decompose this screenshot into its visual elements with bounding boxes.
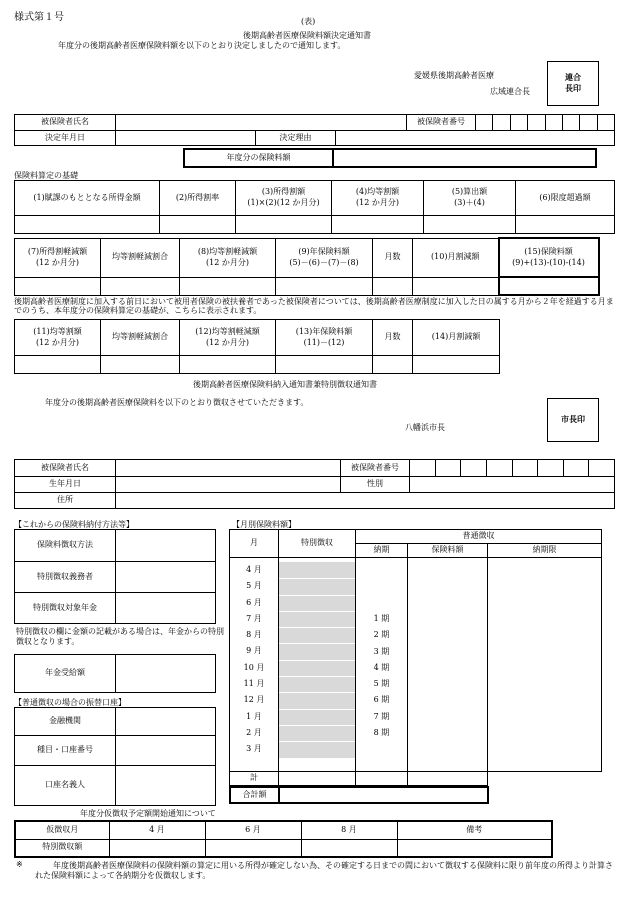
special-collector-label: 特別徴収義務者 [15, 562, 116, 593]
basis-monthly-reduction: (10)月割減額 [413, 238, 499, 277]
notice2-lead: 年度分の後期高齢者医療保険料を以下のとおり徴収させていただきます。 [45, 398, 309, 407]
bank-heading: 【普通徴収の場合の振替口座】 [14, 698, 126, 707]
birth-value [116, 477, 341, 493]
bank-table [14, 707, 216, 806]
insured2-number-label: 被保険者番号 [341, 460, 410, 477]
term-header: 納期 [356, 544, 408, 558]
basis-table-2 [14, 237, 600, 296]
address-label: 住所 [15, 493, 116, 509]
insured2-number-boxes [410, 460, 615, 477]
monthly-heading: 【月別保険料額】 [232, 520, 296, 529]
decision-date-value [116, 131, 256, 146]
payment-heading: 【これからの保険料納付方法等】 [14, 520, 134, 529]
term-item: 7 期 [373, 711, 390, 721]
account-label: 種目・口座番号 [15, 736, 116, 766]
provisional-table [14, 820, 553, 858]
provisional-aug: 8 月 [301, 821, 397, 839]
decision-date-label: 決定年月日 [15, 131, 116, 146]
issuer-org: 愛媛県後期高齢者医療 [414, 71, 494, 80]
pension-label: 年金受給額 [15, 655, 116, 693]
monthly-table [229, 529, 602, 786]
side-label: (表) [301, 17, 316, 26]
basis-flat-reduction-rate: 均等割軽減割合 [101, 238, 180, 277]
term-item: 6 期 [373, 695, 390, 705]
insured2-name-label: 被保険者氏名 [15, 460, 116, 477]
provisional-jun: 6 月 [205, 821, 301, 839]
notice2-issuer: 八幡浜市長 [405, 423, 445, 432]
basis-note: 後期高齢者医療制度に加入する前日において被用者保険の被扶養者であった被保険者については、後期高齢者医療制度に加入した日の属する月から２年を経過する月までのうち、本年度分の保険料算定の基礎が、こちらに表示されます。 [14, 297, 614, 316]
month-item: 7 月 [246, 613, 262, 623]
basis-months-2: 月数 [373, 320, 413, 356]
total-value [279, 787, 488, 803]
term-item: 3 期 [373, 646, 390, 656]
month-item: 2 月 [246, 727, 262, 737]
mayor-seal: 市長印 [547, 398, 599, 442]
basis-monthly-reduction-2: (14)月割減額 [413, 320, 500, 356]
basis-table-3 [14, 319, 500, 374]
term-list-cell [356, 558, 408, 772]
provisional-apr: 4 月 [109, 821, 205, 839]
insured2-name-value [116, 460, 341, 477]
form-number: 様式第１号 [14, 12, 64, 23]
month-item: 11 月 [243, 679, 265, 689]
month-item: 10 月 [243, 662, 265, 672]
total-label: 合計額 [230, 787, 279, 803]
subtotal-label: 計 [230, 772, 279, 786]
basis-final-premium: (15)保険料額 (9)+(13)-(10)-(14) [499, 238, 599, 277]
basis-income-rate: (2)所得割率 [160, 181, 236, 216]
premium-total-value [333, 149, 596, 167]
union-seal: 連合 長印 [547, 61, 599, 106]
deadline-column [488, 558, 602, 772]
basis-flat-reduction-2: (12)均等割軽減額 (12 か月分) [180, 320, 276, 356]
basis-income-levy: (3)所得割額 (1)×(2)(12 か月分) [236, 181, 332, 216]
month-list-cell [230, 558, 279, 772]
basis-income-reduction: (7)所得割軽減額 (12 か月分) [15, 238, 101, 277]
insured-table [14, 114, 615, 146]
deadline-header: 納期限 [488, 544, 602, 558]
amount-header: 保険料額 [408, 544, 488, 558]
month-item: 4 月 [246, 565, 262, 574]
decision-reason-value [336, 131, 615, 146]
special-pension-label: 特別徴収対象年金 [15, 593, 116, 624]
pension-table [14, 654, 216, 693]
sex-value [410, 477, 615, 493]
issuer-title: 広域連合長 [490, 87, 530, 96]
basis-table-1 [14, 180, 615, 234]
insured-number-boxes [476, 115, 615, 131]
premium-total-label: 年度分の保険料額 [184, 149, 333, 167]
provisional-title: 年度分仮徴収予定額開始通知について [80, 809, 216, 818]
basis-flat-reduction-rate-2: 均等割軽減割合 [101, 320, 180, 356]
basis-income: (1)賦課のもととなる所得金額 [15, 181, 160, 216]
term-item: 4 期 [373, 662, 390, 672]
normal-header: 普通徴収 [356, 530, 602, 544]
term-item: 2 期 [373, 630, 390, 640]
basis-flat-levy: (4)均等割額 (12 か月分) [332, 181, 424, 216]
special-column [279, 558, 356, 772]
address-value [116, 493, 615, 509]
footnote-mark: ※ [16, 860, 23, 869]
month-item: 1 月 [246, 711, 262, 721]
month-item: 5 月 [246, 581, 262, 591]
insured-table-2 [14, 459, 615, 509]
sex-label: 性別 [341, 477, 410, 493]
month-item: 12 月 [243, 695, 265, 705]
basis-computed: (5)算出額 (3)＋(4) [424, 181, 516, 216]
term-item: 1 期 [373, 614, 390, 623]
premium-total-table [183, 148, 597, 168]
total-table [229, 786, 489, 804]
month-header: 月 [230, 530, 279, 558]
basis-flat-levy-2: (11)均等割額 (12 か月分) [15, 320, 101, 356]
term-item: 5 期 [373, 679, 390, 689]
special-header: 特別徴収 [279, 530, 356, 558]
term-item: 8 期 [373, 728, 390, 738]
basis-heading: 保険料算定の基礎 [14, 171, 78, 180]
month-item: 8 月 [246, 630, 262, 640]
provisional-month-label: 仮徴収月 [15, 821, 109, 839]
birth-label: 生年月日 [15, 477, 116, 493]
basis-limit-excess: (6)限度超過額 [516, 181, 615, 216]
month-item: 9 月 [246, 646, 262, 656]
payment-note: 特別徴収の欄に金額の記載がある場合は、年金からの特別徴収となります。 [16, 627, 224, 646]
notice1-title: 後期高齢者医療保険料額決定通知書 [243, 31, 371, 40]
notice2-title: 後期高齢者医療保険料納入通知書兼特別徴収通知書 [193, 380, 377, 389]
basis-annual-premium-2: (13)年保険料額 (11)－(12) [276, 320, 373, 356]
decision-reason-label: 決定理由 [256, 131, 336, 146]
basis-flat-reduction: (8)均等割軽減額 (12 か月分) [180, 238, 276, 277]
payment-method-label: 保険料徴収方法 [15, 530, 116, 562]
footnote-text: 年度後期高齢者医療保険料の保険料額の算定に用いる所得が確定しない為、その確定する日までの間において徴収する保険料に限り前年度の所得より計算された保険料額によって各納期分を仮徴収します。 [35, 861, 613, 880]
month-item: 6 月 [246, 597, 262, 607]
payment-table [14, 529, 216, 624]
holder-label: 口座名義人 [15, 766, 116, 806]
insured-name-label: 被保険者氏名 [15, 115, 116, 131]
insured-number-label: 被保険者番号 [407, 115, 476, 131]
basis-months: 月数 [373, 238, 413, 277]
provisional-special-label: 特別徴収額 [15, 839, 109, 857]
bank-label: 金融機関 [15, 708, 116, 736]
notice1-lead: 年度分の後期高齢者医療保険料額を以下のとおり決定しましたので通知します。 [58, 41, 346, 50]
amount-column [408, 558, 488, 772]
provisional-remarks: 備考 [397, 821, 552, 839]
insured-name-value [116, 115, 407, 131]
month-item: 3 月 [246, 744, 262, 754]
basis-annual-premium: (9)年保険料額 (5)－(6)－(7)－(8) [276, 238, 373, 277]
